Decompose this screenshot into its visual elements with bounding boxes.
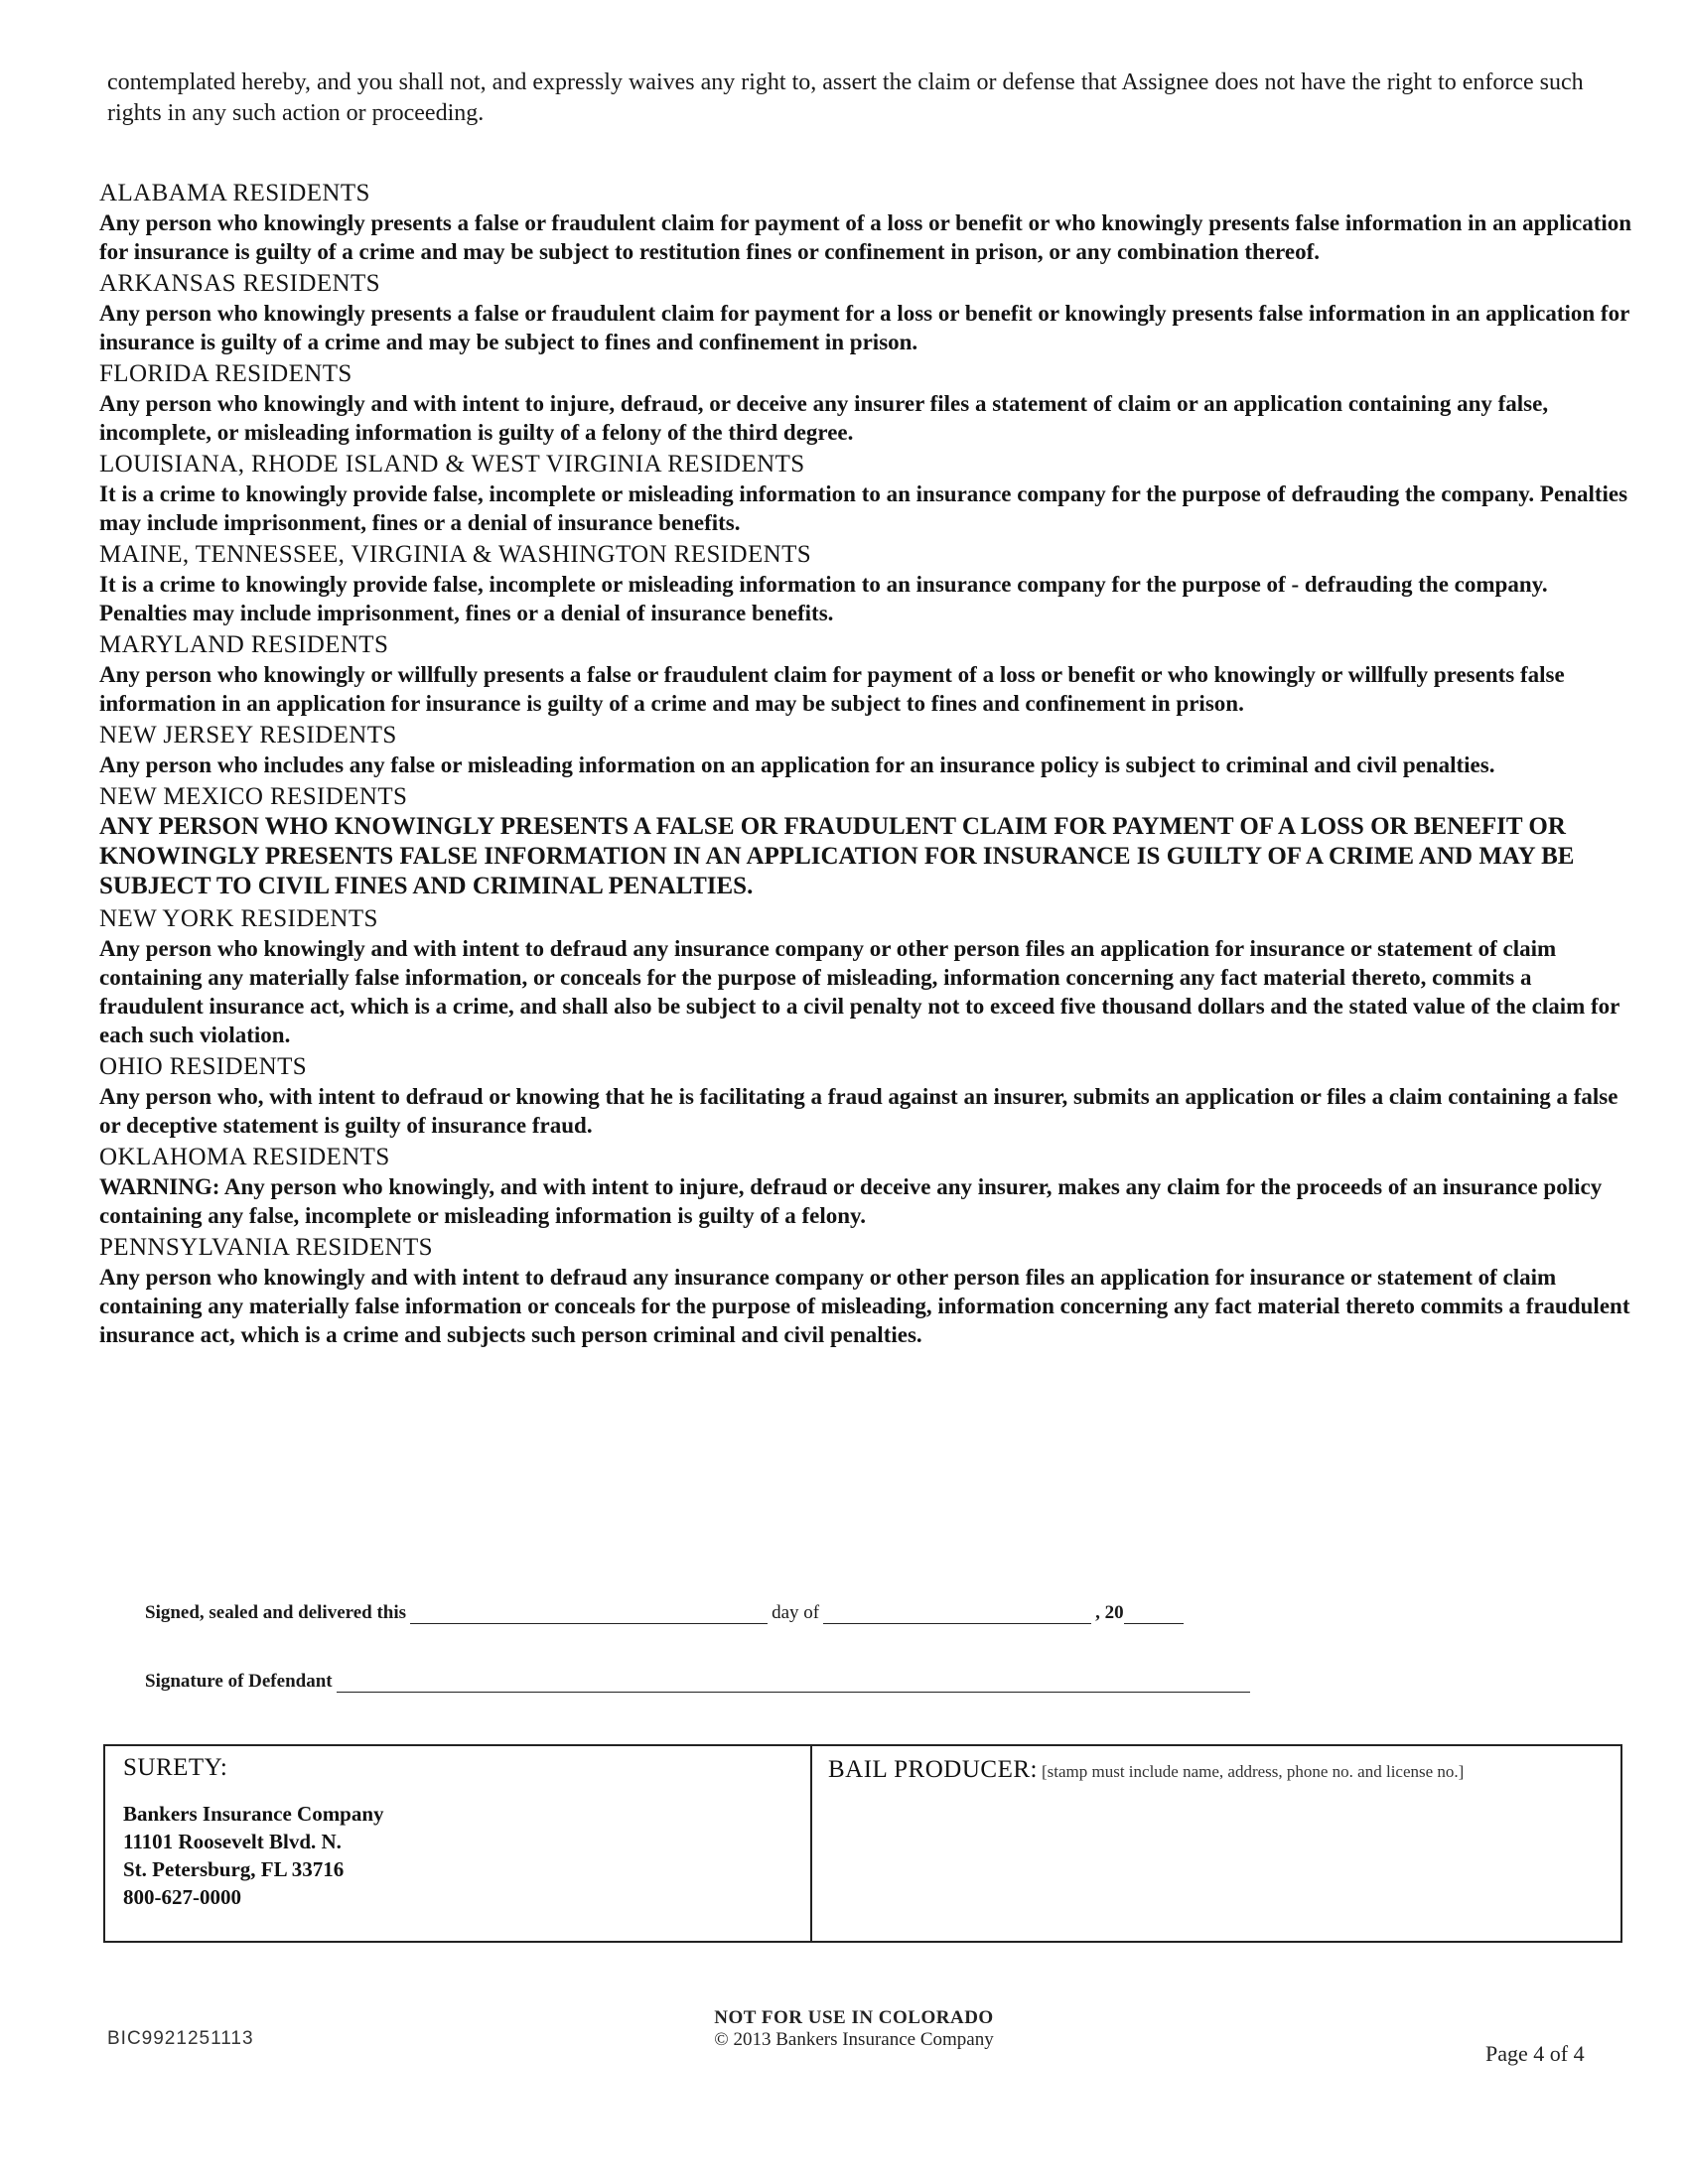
section-pennsylvania: [99, 1233, 1633, 1349]
section-new-mexico: [99, 782, 1633, 901]
page-number: Page 4 of 4: [1485, 2041, 1585, 2066]
section-body: It is a crime to knowingly provide false, incomplete or misleading information to an insurance company for the purpose of - defrauding the company. Penalties may include imprisonment, fines or a denial of insurance benefits.: [99, 572, 1548, 625]
section-body: WARNING: Any person who knowingly, and with intent to injure, defraud or deceive any insurer, makes any claim for the proceeds of an insurance policy containing any false, incomplete or misleading information is guilty of a felony.: [99, 1174, 1603, 1228]
section-body: Any person who knowingly presents a false or fraudulent claim for payment of a loss or benefit or who knowingly presents false information in an application for insurance is guilty of a crime and may be subject to restitution fines or confinement in prison, or any combination thereof.: [99, 210, 1632, 264]
signed-year-field[interactable]: [1124, 1603, 1184, 1624]
bail-producer-cell[interactable]: [812, 1746, 1620, 1941]
surety-address-line2: St. Petersburg, FL 33716: [123, 1857, 345, 1881]
intro-paragraph: contemplated hereby, and you shall not, and expressly waives any right to, assert the claim or defense that Assignee does not have the right to enforce such rights in any such action or proceeding.: [107, 69, 1584, 126]
section-body: Any person who knowingly and with intent to defraud any insurance company or other person files an application for insurance or statement of claim containing any materially false information, or conceals for the purpose of misleading, information concerning any fact material thereto, commits a fraudulent insurance act, which is a crime, and shall also be subject to a civil penalty not to exceed five thousand dollars and the stated value of the claim for each such violation.: [99, 936, 1619, 1047]
bail-producer-label: BAIL PRODUCER:: [828, 1756, 1038, 1783]
section-body: Any person who includes any false or misleading information on an application for an insurance policy is subject to criminal and civil penalties.: [99, 752, 1495, 777]
section-title: OKLAHOMA RESIDENTS: [99, 1144, 390, 1170]
section-new-york: [99, 904, 1633, 1049]
section-title: ARKANSAS RESIDENTS: [99, 270, 380, 297]
section-title: MAINE, TENNESSEE, VIRGINIA & WASHINGTON RESIDENTS: [99, 541, 812, 568]
year-label: , 20: [1095, 1602, 1124, 1623]
copyright: © 2013 Bankers Insurance Company: [714, 2029, 994, 2050]
section-maryland: [99, 630, 1633, 718]
surety-cell: [105, 1746, 812, 1941]
section-ohio: [99, 1052, 1633, 1140]
section-body: Any person who knowingly and with intent to defraud any insurance company or other person files an application for insurance or statement of claim containing any materially false information or conceals for the purpose of misleading, information concerning any fact material thereto commits a fraudulent insurance act, which is a crime and subjects such person criminal and civil penalties.: [99, 1265, 1630, 1347]
defendant-signature-line: [145, 1671, 1254, 1693]
surety-phone: 800-627-0000: [123, 1885, 241, 1909]
surety-producer-box: [103, 1744, 1622, 1943]
section-title: OHIO RESIDENTS: [99, 1053, 308, 1080]
footer-center: [635, 2007, 1072, 2051]
surety-label: SURETY:: [123, 1754, 228, 1781]
section-body: Any person who knowingly presents a false or fraudulent claim for payment for a loss or benefit or knowingly presents false information in an application for insurance is guilty of a crime and may be subject to fines and confinement in prison.: [99, 301, 1629, 354]
section-body: Any person who, with intent to defraud or knowing that he is facilitating a fraud against an insurer, submits an application or files a claim containing a false or deceptive statement is guilty of insurance fraud.: [99, 1084, 1618, 1138]
section-body: Any person who knowingly or willfully presents a false or fraudulent claim for payment of a loss or benefit or who knowingly or willfully presents false information in an application for insurance is guilty of a crime and may be subject to fines and confinement in prison.: [99, 662, 1565, 716]
signed-month-field[interactable]: [823, 1603, 1091, 1624]
defendant-signature-field[interactable]: [337, 1672, 1250, 1693]
section-new-jersey: [99, 721, 1633, 779]
section-maine-tn-va-wa: [99, 540, 1633, 627]
section-oklahoma: [99, 1143, 1633, 1230]
section-florida: [99, 359, 1633, 447]
surety-company: Bankers Insurance Company: [123, 1802, 384, 1826]
section-title: NEW YORK RESIDENTS: [99, 905, 378, 932]
form-code: BIC9921251113: [107, 2028, 254, 2049]
section-alabama: [99, 179, 1633, 266]
section-arkansas: [99, 269, 1633, 356]
defendant-signature-label: Signature of Defendant: [145, 1671, 333, 1692]
section-body: ANY PERSON WHO KNOWINGLY PRESENTS A FALSE OR FRAUDULENT CLAIM FOR PAYMENT OF A LOSS OR BENEFIT OR KNOWINGLY PRESENTS FALSE INFORMATION IN AN APPLICATION FOR INSURANCE IS GUILTY OF A CRIME AND MAY BE SUBJECT TO CIVIL FINES AND CRIMINAL PENALTIES.: [99, 813, 1575, 899]
state-fraud-warnings: [99, 179, 1633, 1352]
section-title: PENNSYLVANIA RESIDENTS: [99, 1234, 433, 1261]
not-for-use-notice: NOT FOR USE IN COLORADO: [714, 2007, 994, 2028]
section-title: NEW MEXICO RESIDENTS: [99, 783, 408, 810]
section-louisiana-ri-wv: [99, 450, 1633, 537]
section-title: LOUISIANA, RHODE ISLAND & WEST VIRGINIA RESIDENTS: [99, 451, 805, 478]
surety-address-line1: 11101 Roosevelt Blvd. N.: [123, 1830, 342, 1853]
section-title: FLORIDA RESIDENTS: [99, 360, 352, 387]
section-title: ALABAMA RESIDENTS: [99, 180, 370, 206]
section-title: NEW JERSEY RESIDENTS: [99, 722, 397, 749]
surety-address-block: [123, 1800, 810, 1911]
section-title: MARYLAND RESIDENTS: [99, 631, 389, 658]
section-body: Any person who knowingly and with intent to injure, defraud, or deceive any insurer files a statement of claim or an application containing any false, incomplete, or misleading information is guilty of a felony of the third degree.: [99, 391, 1549, 445]
day-of-label: day of: [772, 1602, 820, 1623]
signed-label: Signed, sealed and delivered this: [145, 1602, 407, 1623]
section-body: It is a crime to knowingly provide false, incomplete or misleading information to an insurance company for the purpose of defrauding the company. Penalties may include imprisonment, fines or a denial of insurance benefits.: [99, 481, 1628, 535]
signed-day-field[interactable]: [410, 1603, 768, 1624]
signed-date-line: [145, 1602, 1188, 1624]
bail-producer-note: [stamp must include name, address, phone no. and license no.]: [1041, 1762, 1465, 1781]
